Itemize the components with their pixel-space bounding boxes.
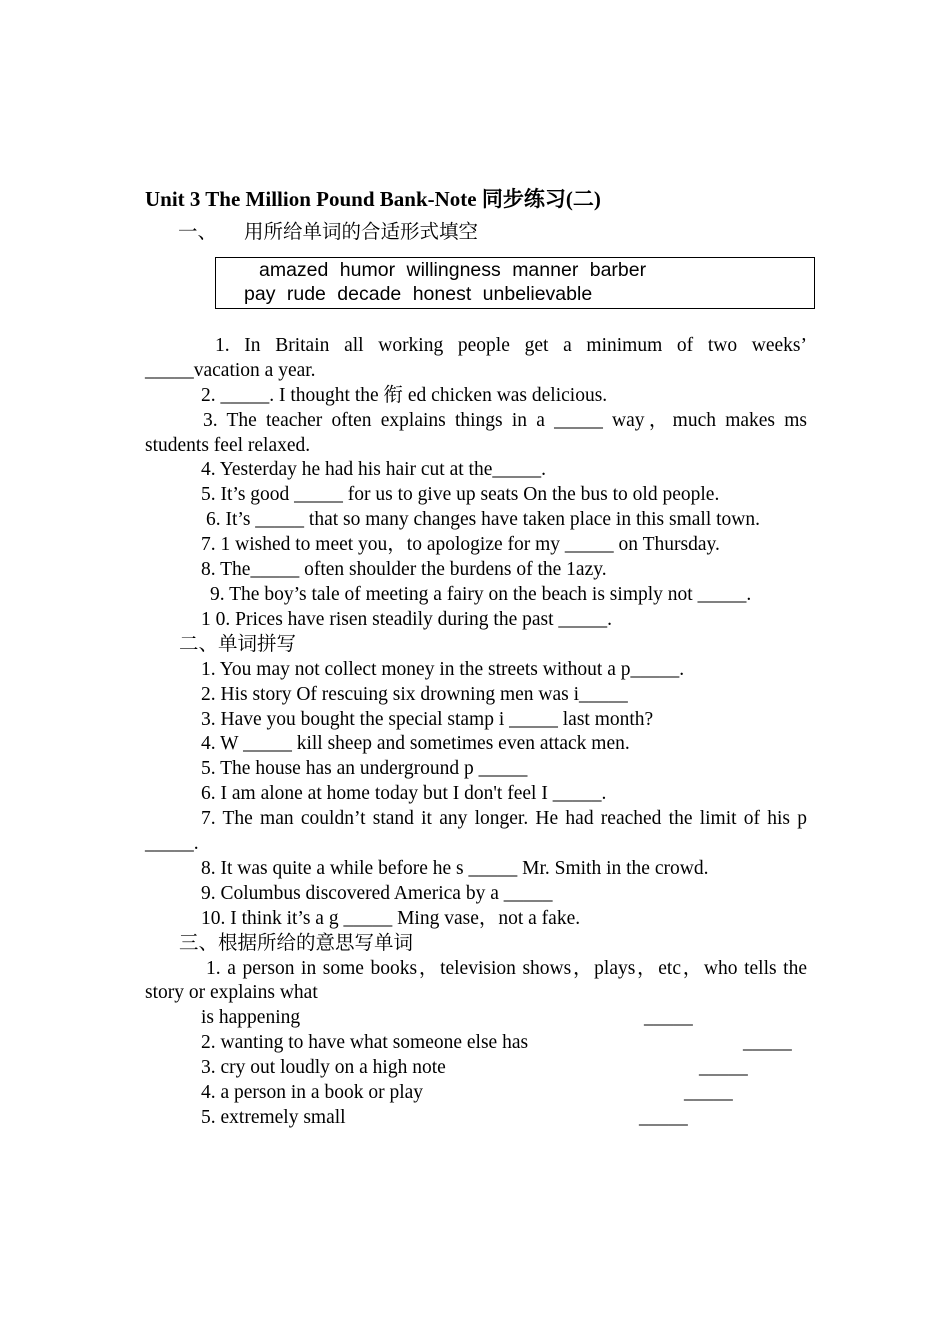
s2-item-7: 7. The man couldn’t stand it any longer. He had reached the limit of his p _____. (145, 808, 807, 855)
s3-item-2 (145, 1031, 807, 1056)
s3-item-4-text: 4. a person in a book or play (201, 1082, 424, 1104)
s1-item-5: 5. It’s good _____ for us to give up seats On the bus to old people. (201, 484, 720, 506)
s2-item-5: 5. The house has an underground p _____ (201, 758, 528, 780)
s1-item-4: 4. Yesterday he had his hair cut at the_____. (201, 459, 546, 481)
s2-item-1: 1. You may not collect money in the streets without a p_____. (201, 658, 685, 680)
s2-item-10: 10. I think it’s a g _____ Ming vase，not a fake. (201, 907, 581, 929)
section-1-number: 一、 (178, 222, 218, 243)
s2-item-3: 3. Have you bought the special stamp i _____ last month? (201, 708, 654, 730)
exercise-body (145, 334, 807, 1131)
s3-item-3-blank: _____ (699, 1057, 748, 1079)
worksheet-page (145, 182, 807, 1131)
s3-item-4 (145, 1081, 807, 1106)
s1-item-3: 3. The teacher often explains things in a _____ way，much makes ms students feel relaxed. (145, 409, 807, 456)
word-bank-row-1: amazed humor willingness manner barber (259, 258, 647, 281)
word-bank-row-2: pay rude decade honest unbelievable (244, 282, 593, 305)
s1-item-2: 2. _____. I thought the 衔 ed chicken was delicious. (201, 384, 608, 406)
s1-item-10: 1 0. Prices have risen steadily during the past _____. (201, 608, 613, 630)
section-1-heading (145, 221, 807, 246)
s1-item-1: 1. In Britain all working people get a minimum of two weeks’ _____vacation a year. (145, 334, 807, 381)
s2-item-6: 6. I am alone at home today but I don't feel I _____. (201, 783, 607, 805)
s3-item-5-blank: _____ (639, 1106, 688, 1128)
s2-item-4: 4. W _____ kill sheep and sometimes even attack men. (201, 733, 630, 755)
section-1-title: 用所给单词的合适形式填空 (244, 222, 479, 243)
s3-item-5-text: 5. extremely small (201, 1106, 346, 1128)
s1-item-6: 6. It’s _____ that so many changes have taken place in this small town. (206, 509, 761, 531)
s3-item-1-continued (145, 1006, 807, 1031)
s3-item-5 (145, 1106, 807, 1131)
s1-item-7: 7. 1 wished to meet you，to apologize for my _____ on Thursday. (201, 534, 720, 556)
s3-item-3 (145, 1056, 807, 1081)
s3-item-3-text: 3. cry out loudly on a high note (201, 1057, 446, 1079)
s2-item-8: 8. It was quite a while before he s _____ Mr. Smith in the crowd. (201, 857, 709, 879)
s1-item-8: 8. The_____ often shoulder the burdens of the 1azy. (201, 559, 607, 581)
s3-item-1-cont-text: is happening (201, 1007, 301, 1029)
s3-item-2-blank: _____ (743, 1032, 792, 1054)
s3-item-2-text: 2. wanting to have what someone else has (201, 1032, 529, 1054)
s3-item-1-blank: _____ (644, 1007, 693, 1029)
page-title: Unit 3 The Million Pound Bank-Note 同步练习(二) (145, 187, 601, 211)
word-bank-box (215, 257, 815, 309)
s2-item-9: 9. Columbus discovered America by a _____ (201, 882, 553, 904)
s3-item-1: 1. a person in some books，television shows，plays，etc，who tells the story or explains what (145, 957, 807, 1004)
section-3-heading: 三、根据所给的意思写单词 (179, 932, 414, 954)
section-2-heading: 二、单词拼写 (179, 633, 297, 655)
s2-item-2: 2. His story Of rescuing six drowning men was i_____ (201, 683, 628, 705)
s1-item-9: 9. The boy’s tale of meeting a fairy on the beach is simply not _____. (210, 583, 752, 605)
s3-item-4-blank: _____ (684, 1082, 733, 1104)
